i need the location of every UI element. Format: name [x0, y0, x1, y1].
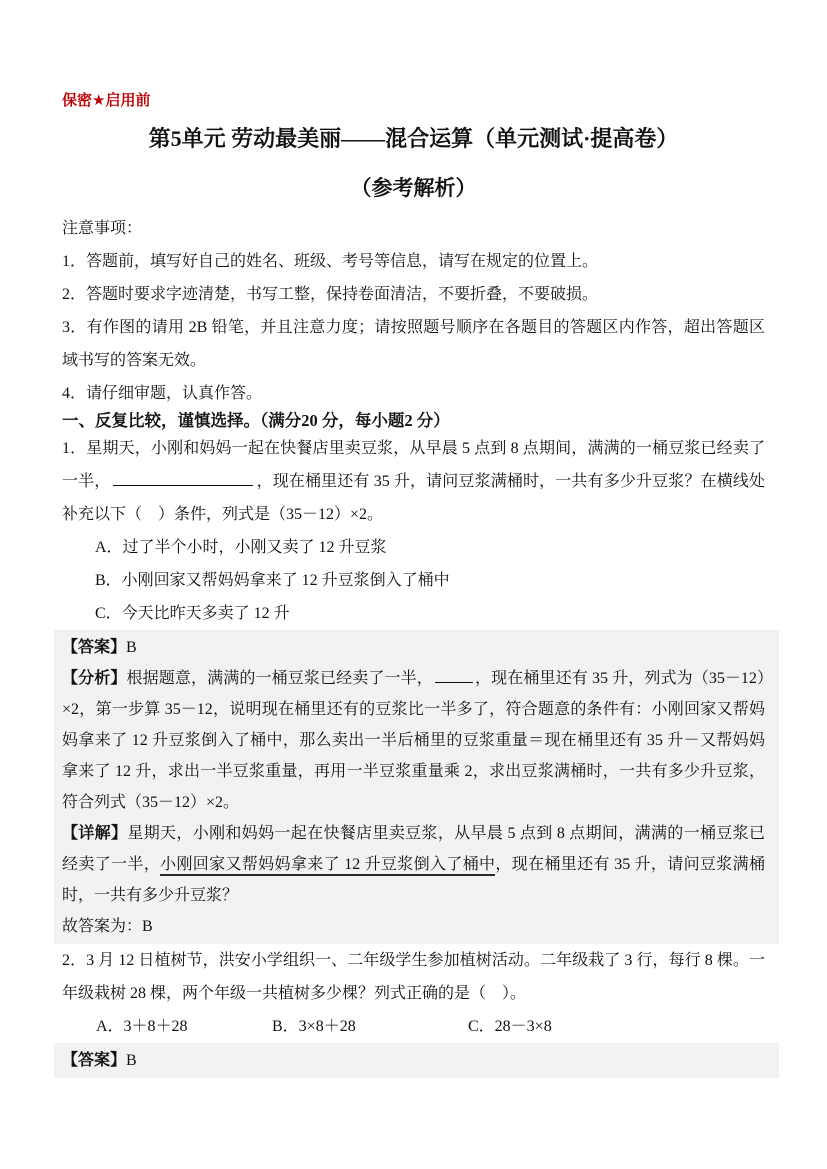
answer-value: B: [126, 639, 137, 656]
question-2-options-row: [62, 1010, 765, 1043]
question-1-stem-part2: ，现在桶里还有 35 升，请问豆浆满桶时，一共有多少升豆浆？在横线处补充以下（ ）条件，列式是（35－12）×2。: [62, 473, 765, 523]
question-1-answer-block: [54, 630, 779, 944]
question-2-option-c: C．28－3×8: [468, 1018, 552, 1035]
analysis-part1: 根据题意，满满的一桶豆浆已经卖了一半，: [126, 670, 433, 687]
answer-label: 【答案】: [62, 1052, 127, 1069]
note-item-2: 2．答题时要求字迹清楚，书写工整，保持卷面清洁，不要折叠，不要破损。: [62, 286, 599, 303]
question-2-option-b: B．3×8＋28: [272, 1018, 356, 1035]
question-1-stem-part1: 1．星期天，小刚和妈妈一起在快餐店里卖豆浆，从早晨 5 点到 8 点期间，满满的一桶豆浆已经卖了一半，: [62, 440, 765, 490]
question-1-option-b: B．小刚回家又帮妈妈拿来了 12 升豆浆倒入了桶中: [95, 572, 450, 589]
analysis-part2: ，现在桶里还有 35 升，列式为（35－12）×2，第一步算 35－12，说明现在桶里还有的豆浆比一半多了，符合题意的条件有：小刚回家又帮妈妈拿来了 12 升豆浆倒入了桶中，那么卖出一半后桶里的豆浆重量＝现在桶里还有 35 升－又帮妈妈拿来了 12 升，求出一半豆浆重量，再用一半豆浆重量乘 2，求出豆浆满桶时，一共有多少升豆浆，符合列式（35－12）×2。: [62, 670, 765, 811]
question-1-detail: [62, 818, 765, 911]
note-item-3: 3．有作图的请用 2B 铅笔，并且注意力度；请按照题号顺序在各题目的答题区内作答，超出答题区域书写的答案无效。: [62, 319, 765, 369]
question-2-stem: 2．3 月 12 日植树节，洪安小学组织一、二年级学生参加植树活动。二年级栽了 3 行，每行 8 棵。一年级栽树 28 棵，两个年级一共植树多少棵？列式正确的是（ ）。: [62, 952, 765, 1002]
security-label: 保密★启用前: [62, 92, 151, 109]
note-item-4: 4．请仔细审题，认真作答。: [62, 385, 263, 402]
question-1-option-c: C．今天比昨天多卖了 12 升: [95, 605, 290, 622]
notes-heading: 注意事项：: [62, 220, 143, 237]
document-subtitle: （参考解析）: [350, 176, 477, 200]
section-1-heading: 一、反复比较，谨慎选择。（满分20 分，每小题2 分）: [62, 411, 450, 430]
question-2-answer-block: [54, 1043, 779, 1078]
fill-in-blank-line-short: [435, 668, 473, 683]
question-2-answer-line: [62, 1045, 765, 1076]
detail-part1: 星期天，小刚和妈妈一起在快餐店里卖豆浆，从早晨 5 点到 8 点期间，满满的一桶豆浆已经卖了一半，: [62, 825, 765, 873]
answer-label: 【答案】: [62, 639, 127, 656]
detail-label: 【详解】: [62, 825, 128, 842]
question-1-analysis: [62, 663, 765, 818]
fill-in-blank-line: [113, 471, 253, 486]
detail-underlined-condition: 小刚回家又帮妈妈拿来了 12 升豆浆倒入了桶中: [160, 856, 495, 876]
question-1-stem: [62, 432, 765, 531]
question-1-conclusion: 故答案为：B: [62, 918, 153, 935]
question-2-option-a: A．3＋8＋28: [96, 1018, 188, 1035]
note-item-1: 1．答题前，填写好自己的姓名、班级、考号等信息，请写在规定的位置上。: [62, 253, 599, 270]
detail-part2: ，现在桶里还有 35 升，请问豆浆满桶时，一共有多少升豆浆？: [62, 856, 765, 904]
document-title: 第5单元 劳动最美丽——混合运算（单元测试·提高卷）: [148, 126, 679, 151]
question-1-answer-line: [62, 632, 765, 663]
question-1-option-a: A．过了半个小时，小刚又卖了 12 升豆浆: [95, 539, 387, 556]
answer-value: B: [126, 1052, 137, 1069]
analysis-label: 【分析】: [62, 670, 127, 687]
